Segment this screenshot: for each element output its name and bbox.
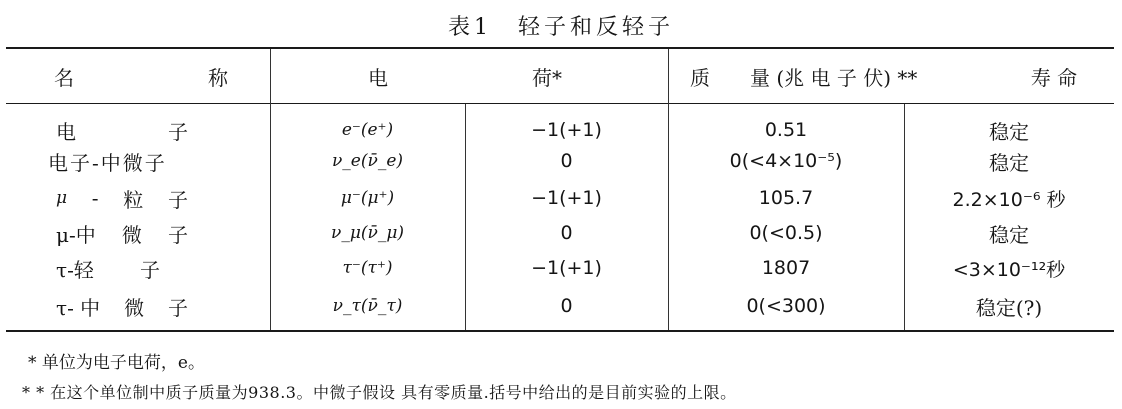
row3-name-4: 子 bbox=[167, 187, 188, 212]
row3-charge: −1(+1) bbox=[531, 187, 602, 209]
row6-lifetime: 稳定(?) bbox=[975, 295, 1043, 320]
row1-name bbox=[48, 113, 196, 147]
row4-lifetime: 稳定 bbox=[989, 222, 1029, 247]
row1-symbol: e⁻(e⁺) bbox=[341, 120, 394, 140]
header-charge bbox=[360, 59, 570, 93]
row2-symbol: ν_e(ν̄_e) bbox=[331, 151, 404, 171]
header-mass: 质 量 (兆 电 子 伏) ** bbox=[690, 65, 918, 90]
row2-lifetime: 稳定 bbox=[989, 150, 1029, 175]
row6-symbol: ν_τ(ν̄_τ) bbox=[332, 296, 403, 316]
row6-name-2: 微 bbox=[124, 295, 145, 320]
row6-name-3: 子 bbox=[168, 295, 188, 320]
row1-name-1: 电 bbox=[56, 119, 76, 144]
row6-name-1: τ- 中 bbox=[56, 295, 101, 320]
header-lifetime: 寿 命 bbox=[1030, 65, 1078, 90]
row3-lifetime: 2.2×10⁻⁶ 秒 bbox=[952, 188, 1066, 211]
row3-symbol: μ⁻(μ⁺) bbox=[340, 188, 395, 208]
row2-mass: 0(<4×10⁻⁵) bbox=[729, 150, 843, 172]
footnote-1: * 单位为电子电荷，e。 bbox=[28, 353, 205, 373]
row3-mass: 105.7 bbox=[758, 187, 814, 209]
row4-name bbox=[48, 216, 196, 250]
top-rule bbox=[6, 47, 1114, 49]
row3-name-3: 粒 bbox=[123, 187, 144, 212]
row4-name-3: 子 bbox=[167, 222, 188, 247]
row5-name-2: 子 bbox=[140, 257, 160, 282]
header-name-1: 名 bbox=[54, 65, 74, 90]
row4-name-1: μ-中 bbox=[56, 222, 96, 247]
row6-charge: 0 bbox=[560, 295, 573, 317]
header-rule bbox=[6, 103, 1114, 104]
row5-name-1: τ-轻 bbox=[56, 257, 94, 282]
row4-symbol: ν_μ(ν̄_μ) bbox=[330, 223, 405, 243]
row5-symbol: τ⁻(τ⁺) bbox=[342, 258, 393, 278]
header-name-2: 称 bbox=[208, 65, 228, 90]
row2-charge: 0 bbox=[560, 150, 573, 172]
header-name bbox=[46, 59, 236, 93]
row3-name bbox=[48, 181, 196, 215]
row5-mass: 1807 bbox=[761, 257, 811, 279]
header-charge-2: 荷* bbox=[532, 65, 562, 90]
bottom-rule bbox=[6, 330, 1114, 332]
row1-name-2: 子 bbox=[168, 119, 188, 144]
row3-name-2: - bbox=[91, 186, 99, 210]
row5-name bbox=[48, 251, 168, 285]
table-caption: 表1 轻子和反轻子 bbox=[448, 15, 674, 40]
row5-charge: −1(+1) bbox=[531, 257, 602, 279]
row3-name-1: μ bbox=[56, 188, 68, 208]
row4-charge: 0 bbox=[560, 222, 573, 244]
row5-lifetime: <3×10⁻¹²秒 bbox=[952, 258, 1066, 281]
row1-charge: −1(+1) bbox=[531, 119, 602, 141]
header-charge-1: 电 bbox=[368, 65, 388, 90]
row4-mass: 0(<0.5) bbox=[749, 222, 823, 244]
row6-mass: 0(<300) bbox=[746, 295, 826, 317]
footnote-2: * * 在这个单位制中质子质量为938.3。中微子假设 具有零质量.括号中给出的是目前实验的上限。 bbox=[22, 383, 737, 402]
row2-name-1: 电子-中微子 bbox=[48, 150, 167, 175]
row1-lifetime: 稳定 bbox=[989, 119, 1029, 144]
row2-name bbox=[48, 144, 248, 178]
row6-name bbox=[48, 289, 196, 323]
row4-name-2: 微 bbox=[121, 222, 142, 247]
row1-mass: 0.51 bbox=[764, 119, 808, 141]
